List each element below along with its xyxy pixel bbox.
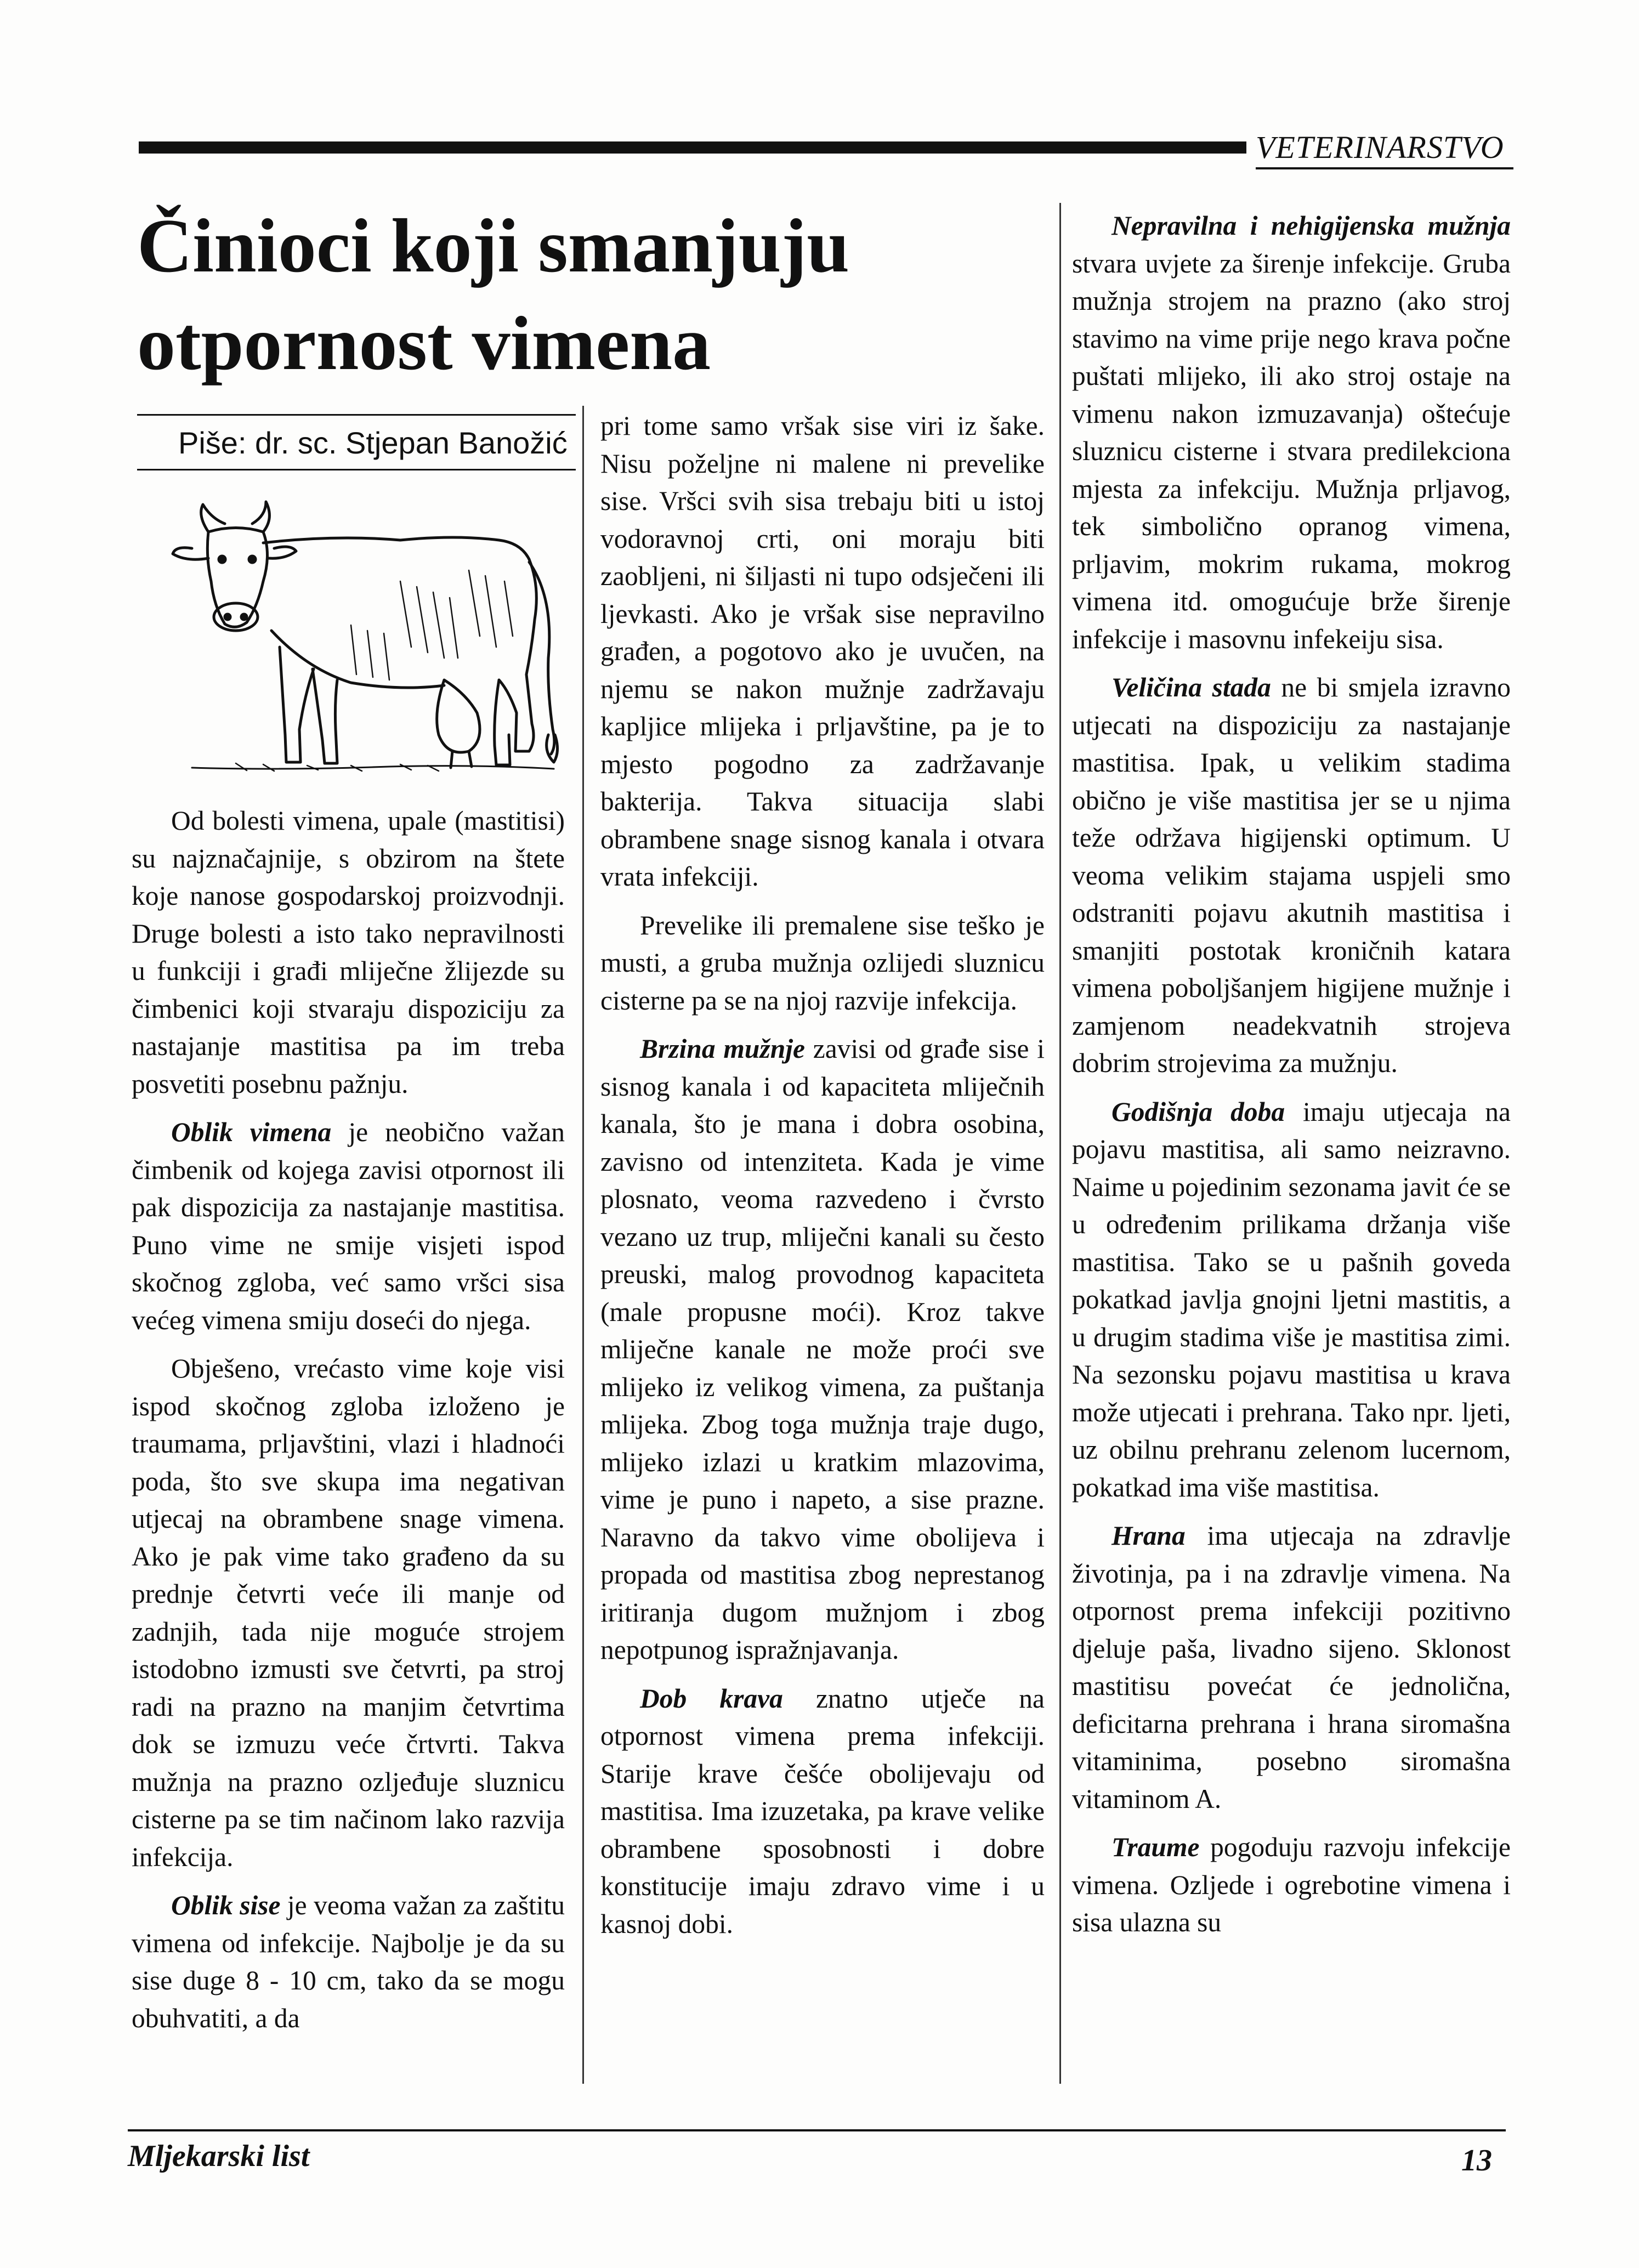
- paragraph-text: znatno utječe na otpornost vimena prema infekciji. Starije krave češće obolijevaju od mastitisa. Ima izuzetaka, pa krave velike obrambene sposobnosti i dobre konstitucije imaju zdravo vime i u kasnoj dobi.: [600, 1683, 1045, 1939]
- article-title: [137, 197, 850, 393]
- section-label: VETERINARSTVO: [1256, 129, 1504, 165]
- journal-name: Mljekarski list: [128, 2139, 310, 2173]
- paragraph: Obješeno, vrećasto vime koje visi ispod skočnog zgloba izloženo je traumama, prljavštini, vlazi i hladnoći poda, što sve skupa ima negativan utjecaj na obrambene snage vimena. Ako je pak vime tako građeno da su prednje četvrti veće ili manje od zadnjih, tada nije moguće strojem istodobno izmusti sve četvrti, pa stroj radi na prazno na manjim četvrtima dok se izmuzu veće črtvrti. Takva mužnja na prazno ozljeđuje sluznicu cisterne pa se tim načinom lako razvija infekcija.: [132, 1353, 565, 1872]
- keyword: Oblik vimena: [171, 1117, 332, 1147]
- column-divider: [1059, 203, 1061, 2084]
- paragraph-text: je veoma važan za zaštitu vimena od infekcije. Najbolje je da su sise duge 8 - 10 cm, tako da se mogu obuhvatiti, a da: [132, 1890, 565, 2033]
- author-byline: Piše: dr. sc. Stjepan Banožić: [178, 426, 568, 460]
- paragraph: [1072, 669, 1511, 1082]
- paragraph: Od bolesti vimena, upale (mastitisi) su najznačajnije, s obzirom na štete koje nanose gospodarskoj proizvodnji. Druge bolesti a isto tako nepravilnosti u funkciji i građi mliječne žlijezde su čimbenici koji stvaraju dispoziciju za nastajanje mastitisa pa im treba posvetiti posebnu pažnju.: [132, 806, 565, 1099]
- paragraph: [600, 1680, 1045, 1943]
- paragraph: [1072, 207, 1511, 658]
- keyword: Dob krava: [640, 1683, 783, 1714]
- column-2: [600, 407, 1045, 1954]
- paragraph-text: zavisi od građe sise i sisnog kanala i od kapaciteta mliječnih kanala, što je mana i dobra osobina, zavisno od intenziteta. Kada je vime plosnato, veoma razvedeno i čvrsto vezano uz trup, mliječni kanali su često preuski, malog provodnog kapaciteta (male propusne moći). Kroz takve mliječne kanale ne može proći sve mlijeko iz velikog vimena, za puštanja mlijeka. Zbog toga mužnja traje dugo, mlijeko izlazi u kratkim mlazovima, vime je puno i napeto, a sise prazne. Naravno da takvo vime obolijeva i propada od mastitisa zbog neprestanog iritiranja dugom mužnjom i zbog nepotpunog ispražnjavanja.: [600, 1034, 1045, 1665]
- keyword: Godišnja doba: [1111, 1096, 1285, 1127]
- title-line-1: Činioci koji smanjuju: [137, 203, 850, 288]
- paragraph: [1072, 1517, 1511, 1818]
- paragraph-text: ne bi smjela izravno utjecati na dispoziciju za nastajanje mastitisa. Ipak, u velikim stadima obično je više mastitisa jer se u njima teže održava higijenski optimum. U veoma velikim stajama uspjeli smo odstraniti pojavu akutnih mastitisa i smanjiti postotak kroničnih katara vimena poboljšanjem higijene mužnje i zamjenom neadekvatnih strojeva dobrim strojevima za mužnju.: [1072, 672, 1511, 1078]
- header-underline: [1256, 167, 1513, 169]
- paragraph: Prevelike ili premalene sise teško je musti, a gruba mužnja ozlijedi sluznicu cisterne pa se na njoj razvije infekcija.: [600, 910, 1045, 1016]
- paragraph-text: je neobično važan čimbenik od kojega zavisi otpornost ili pak dispozicija za nastajanje mastitisa. Puno vime ne smije visjeti ispod skočnog zgloba, već samo vršci sisa većeg vimena smiju doseći do njega.: [132, 1117, 565, 1335]
- keyword: Traume: [1111, 1832, 1200, 1862]
- column-divider: [582, 406, 584, 2084]
- paragraph: [132, 1887, 565, 2037]
- paragraph-text: pogoduju razvoju infekcije vimena. Ozljede i ogrebotine vimena i sisa ulazna su: [1072, 1832, 1511, 1937]
- paragraph: [132, 1114, 565, 1339]
- column-1: [132, 802, 565, 2048]
- paragraph: [1072, 1093, 1511, 1507]
- paragraph-text: stvara uvjete za širenje infekcije. Gruba mužnja strojem na prazno (ako stroj stavimo na vime prije nego krava počne puštati mlijeko, ili ako stroj ostaje na vimenu nakon izmuzavanja) oštećuje sluznicu cisterne i stvara predilekciona mjesta za infekciju. Mužnja prljavog, tek simbolično opranog vimena, prljavim, mokrim rukama, mokrog vimena itd. omogućuje brže širenje infekcije i masovnu infekeiju sisa.: [1072, 248, 1511, 654]
- author-rule-bottom: [137, 469, 576, 470]
- paragraph-text: ima utjecaja na zdravlje životinja, pa i na zdravlje vimena. Na otpornost prema infekciji pozitivno djeluje paša, livadno sijeno. Sklonost mastitisu povećat će jednolična, deficitarna prehrana i hrana siromašna vitaminima, posebno siromašna vitaminom A.: [1072, 1521, 1511, 1814]
- paragraph-text: imaju utjecaja na pojavu mastitisa, ali samo neizravno. Naime u pojedinim sezonama javit će se u određenim prilikama držanja više mastitisa. Tako se u pašnih goveda pokatkad javlja gnojni ljetni mastitis, a u drugim stadima više je mastitisa zimi. Na sezonsku pojavu mastitisa u krava može utjecati i prehrana. Tako npr. ljeti, uz obilnu prehranu zelenom lucernom, pokatkad ima više mastitisa.: [1072, 1096, 1511, 1502]
- paragraph: [600, 1030, 1045, 1669]
- column-3: [1072, 207, 1511, 1953]
- paragraph: [1072, 1829, 1511, 1942]
- footer-rule: [128, 2129, 1506, 2131]
- paragraph: pri tome samo vršak sise viri iz šake. Nisu poželjne ni malene ni prevelike sise. Vršci svih sisa trebaju biti u istoj vodoravnoj crti, oni moraju biti zaobljeni, ni šiljasti ni tupo odsječeni ili ljevkasti. Ako je vršak sise nepravilno građen, a pogotovo ako je uvučen, na njemu se nakon mužnje zadržavaju kapljice mlijeka i prljavštine, pa je to mjesto pogodno za zadržavanje bakterija. Takva situacija slabi obrambene snage sisnog kanala i otvara vrata infekciji.: [600, 411, 1045, 892]
- keyword: Nepravilna i nehigijenska mužnja: [1111, 211, 1511, 241]
- keyword: Hrana: [1111, 1521, 1186, 1551]
- keyword: Veličina stada: [1111, 672, 1271, 702]
- keyword: Oblik sise: [171, 1890, 281, 1920]
- cow-illustration: [170, 494, 565, 779]
- author-rule-top: [137, 414, 576, 416]
- header-rule: [139, 141, 1246, 154]
- title-line-2: otpornost vimena: [137, 301, 711, 386]
- page-number: 13: [1461, 2144, 1492, 2178]
- keyword: Brzina mužnje: [640, 1034, 805, 1064]
